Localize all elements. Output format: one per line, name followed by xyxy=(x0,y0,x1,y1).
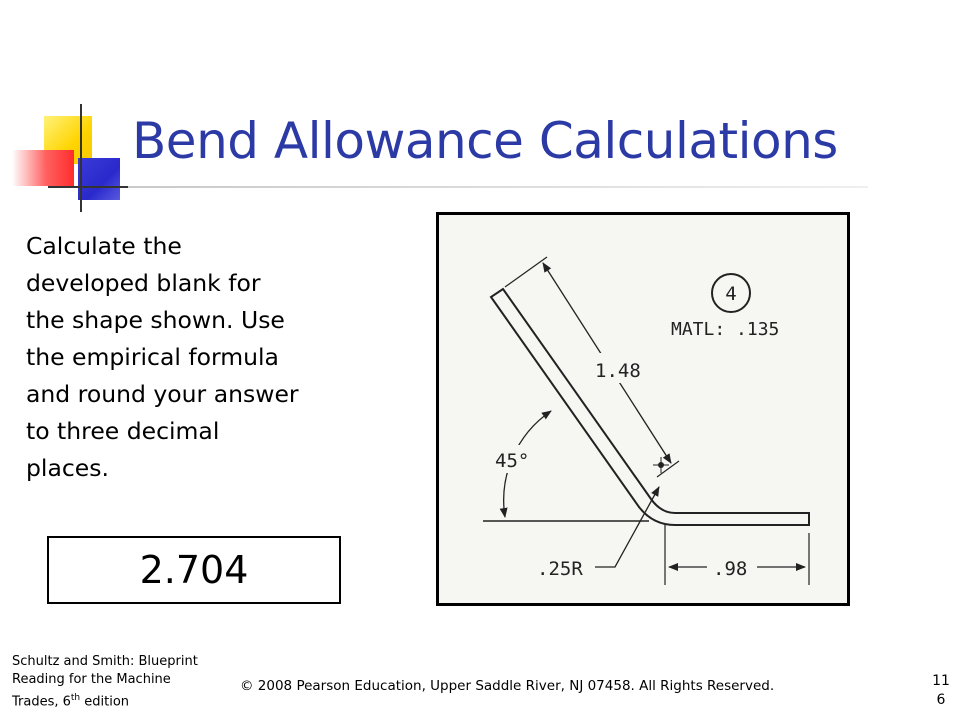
problem-text xyxy=(26,228,376,487)
problem-text-line: the shape shown. Use xyxy=(26,306,285,334)
length-label: 1.48 xyxy=(595,360,641,382)
title-underline xyxy=(128,186,868,188)
problem-text-line: to three decimal xyxy=(26,417,220,445)
problem-text-line: and round your answer xyxy=(26,380,299,408)
material-label: MATL: .135 xyxy=(671,319,780,340)
problem-text-line: developed blank for xyxy=(26,269,261,297)
slide-number-top: 11 xyxy=(932,673,950,689)
problem-text-line: the empirical formula xyxy=(26,343,279,371)
extension-line xyxy=(505,257,547,287)
decor-blue-square xyxy=(78,158,120,200)
source-credit-edition: edition xyxy=(80,694,130,710)
slide-number-bottom: 6 xyxy=(936,692,946,708)
decor-horizontal-line xyxy=(48,186,138,188)
item-number-label: 4 xyxy=(725,283,737,305)
bend-drawing-svg xyxy=(439,215,847,603)
slide-title: Bend Allowance Calculations xyxy=(132,112,838,170)
source-credit-superscript: th xyxy=(70,693,81,703)
angle-label: 45° xyxy=(495,450,530,472)
source-credit-line xyxy=(12,689,232,711)
problem-text-line: Calculate the xyxy=(26,232,182,260)
bend-drawing xyxy=(436,212,850,606)
answer-box: 2.704 xyxy=(47,536,341,604)
source-credit-trades: Trades, 6 xyxy=(12,694,71,710)
copyright-notice: © 2008 Pearson Education, Upper Saddle River, NJ 07458. All Rights Reserved. xyxy=(240,678,775,694)
source-credit-line: Reading for the Machine xyxy=(12,672,171,687)
source-credit xyxy=(12,653,232,711)
slide-number xyxy=(926,672,956,710)
radius-label: .25R xyxy=(537,558,583,580)
source-credit-line: Schultz and Smith: Blueprint xyxy=(12,654,198,669)
decor-vertical-line xyxy=(80,104,82,212)
flange-label: .98 xyxy=(713,558,748,580)
drawing-labels xyxy=(495,283,779,580)
problem-text-line: places. xyxy=(26,454,109,482)
radius-leader-line xyxy=(595,487,659,567)
decor-red-bar xyxy=(12,150,74,186)
